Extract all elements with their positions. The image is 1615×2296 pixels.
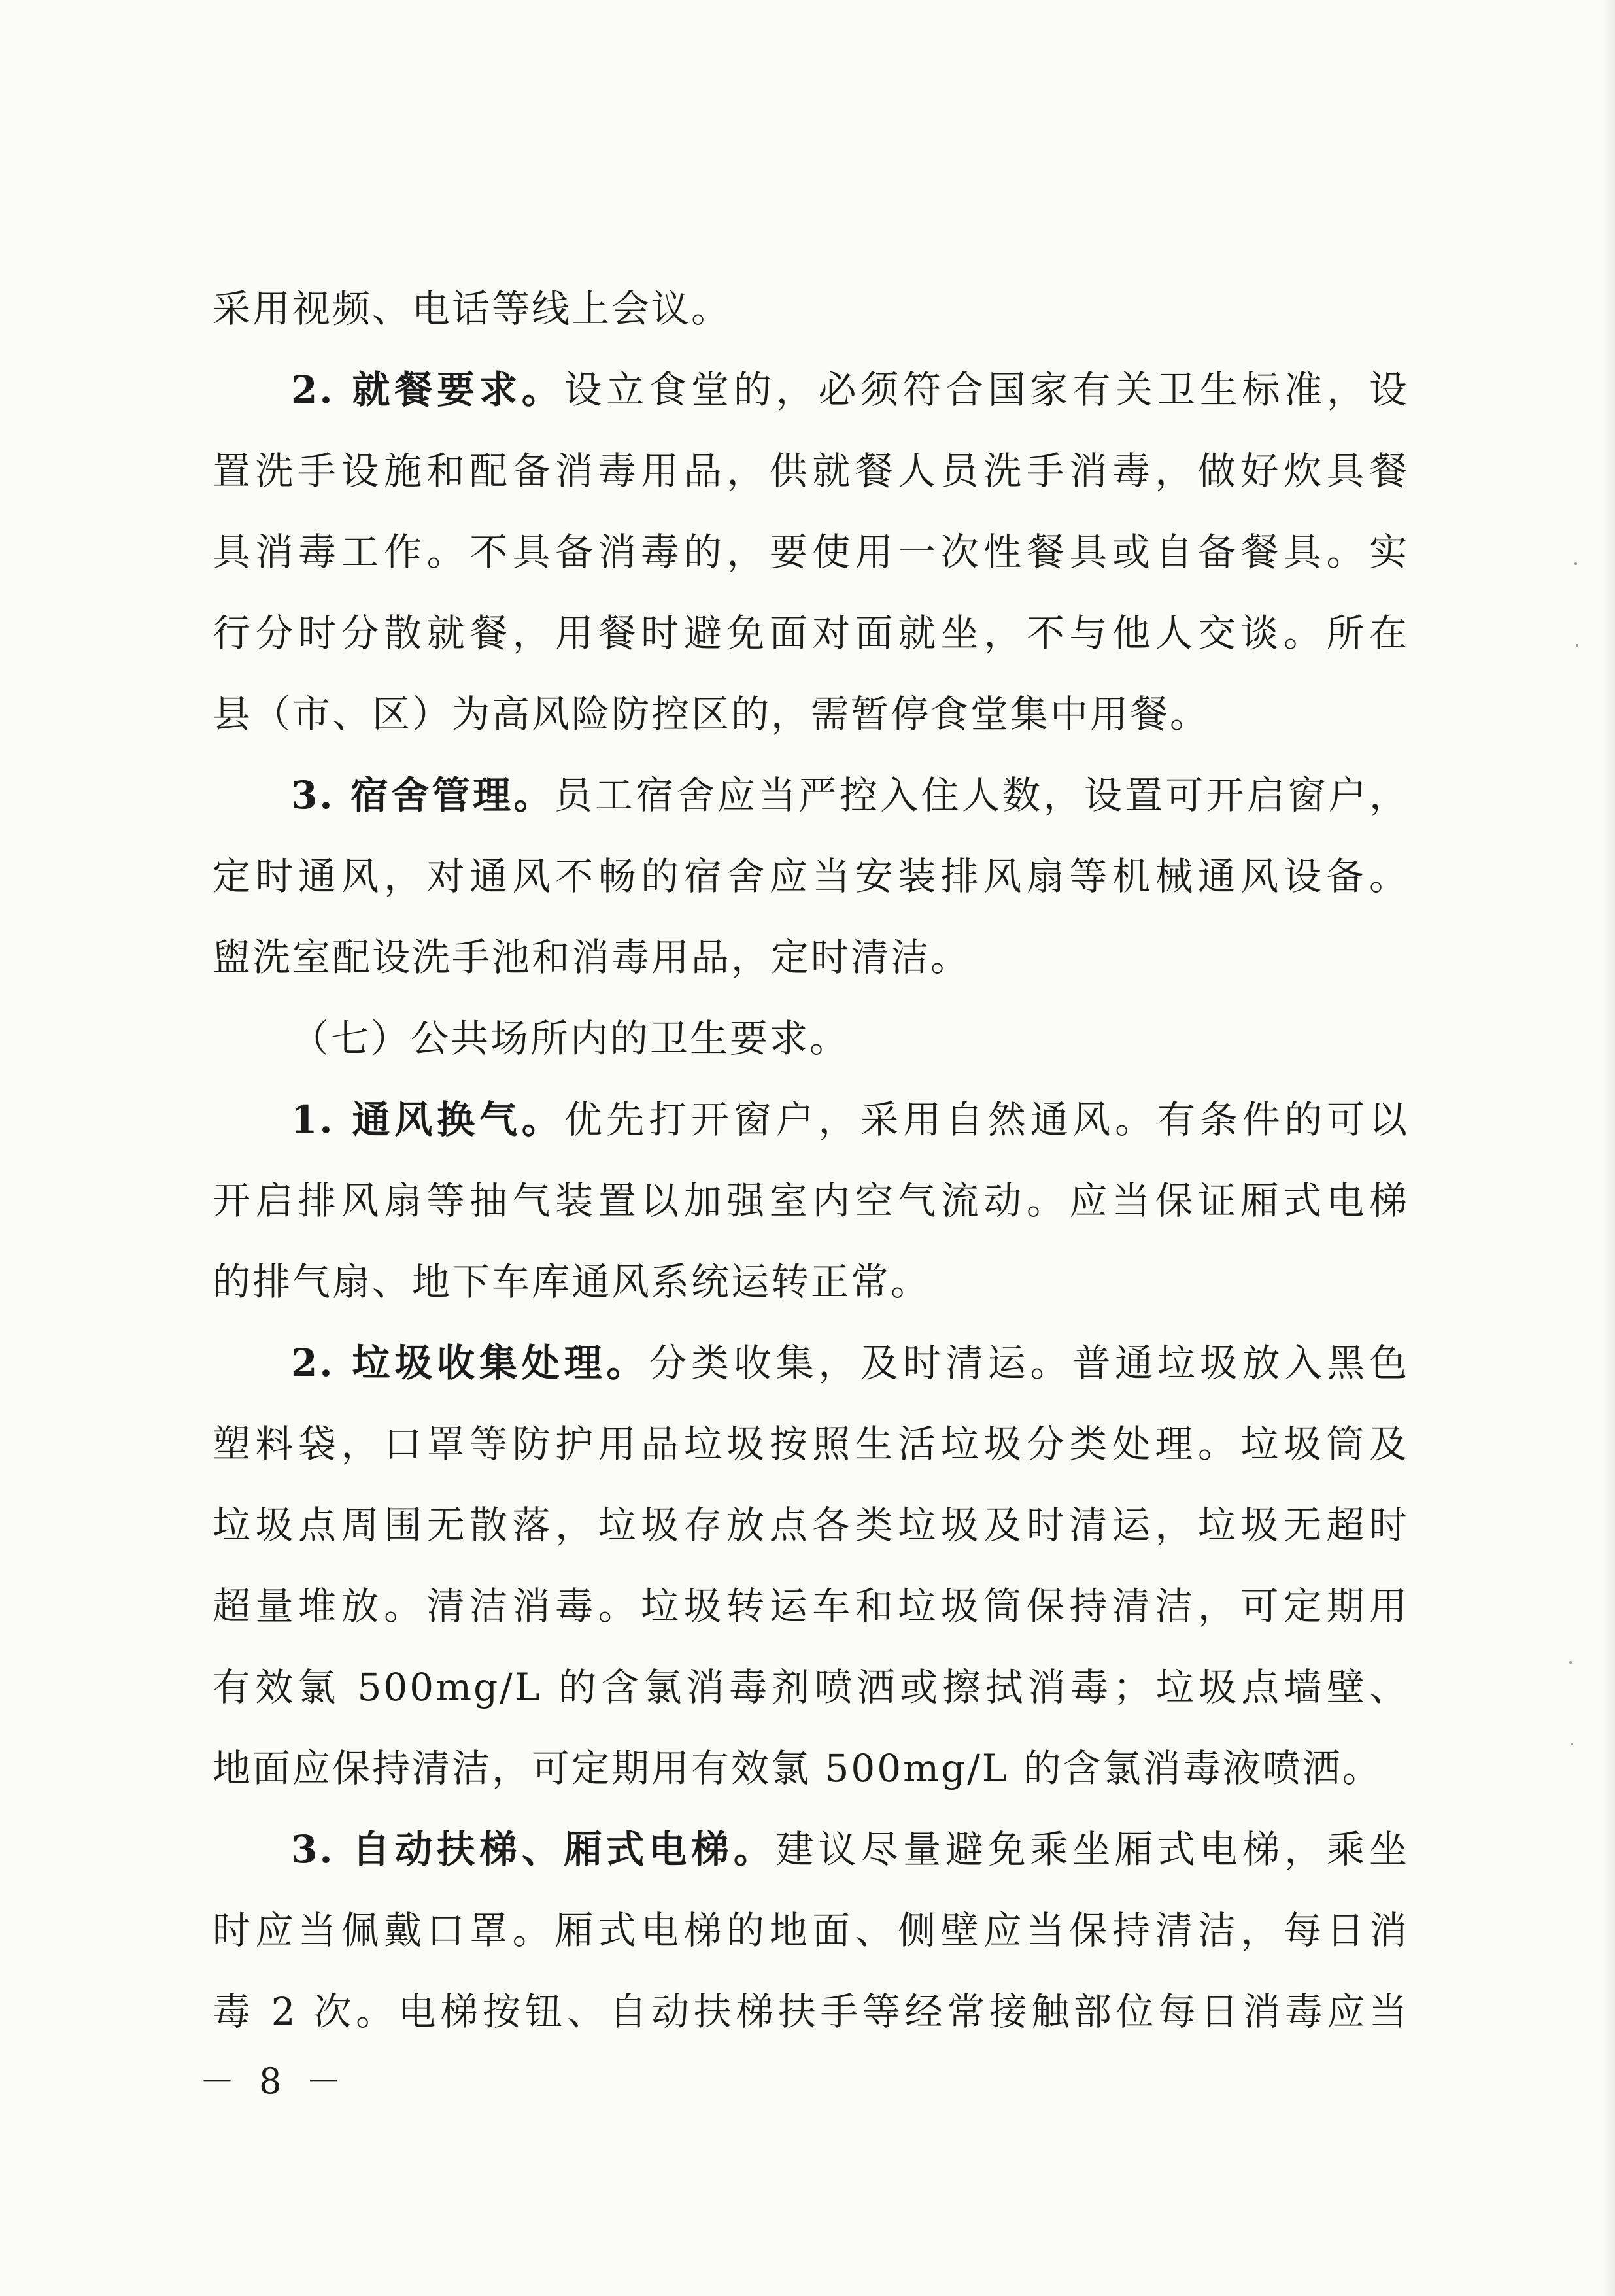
paragraph-text: 建议尽量避免乘坐厢式电梯，乘坐 <box>775 1827 1409 1872</box>
text-line: 行分时分散就餐，用餐时避免面对面就坐，不与他人交谈。所在 <box>212 611 1409 655</box>
text-line: 开启排风扇等抽气装置以加强室内空气流动。应当保证厢式电梯 <box>212 1178 1409 1223</box>
text-line: 县（市、区）为高风险防控区的，需暂停食堂集中用餐。 <box>212 692 1210 736</box>
paragraph-heading: 3. 宿舍管理。 <box>291 773 554 817</box>
paragraph-start-line <box>212 349 1409 430</box>
text-line: 塑料袋，口罩等防护用品垃圾按照生活垃圾分类处理。垃圾筒及 <box>212 1422 1409 1466</box>
page-edge-shadow <box>1603 0 1615 2296</box>
scan-speck <box>1571 1743 1573 1745</box>
paragraph-start-line <box>212 1809 1409 1890</box>
paragraph-heading: 2. 垃圾收集处理。 <box>291 1341 649 1385</box>
paragraph-text: 设立食堂的，必须符合国家有关卫生标准，设 <box>564 368 1409 412</box>
paragraph-text: 分类收集，及时清运。普通垃圾放入黑色 <box>649 1341 1409 1385</box>
scan-speck <box>1576 644 1578 647</box>
text-line: 垃圾点周围无散落，垃圾存放点各类垃圾及时清运，垃圾无超时 <box>212 1503 1409 1547</box>
text-line: 采用视频、电话等线上会议。 <box>212 286 732 331</box>
text-line: 有效氯 500mg/L 的含氯消毒剂喷洒或擦拭消毒；垃圾点墙壁、 <box>212 1665 1409 1709</box>
paragraph-start-line <box>212 1079 1409 1160</box>
document-body <box>212 268 1409 2052</box>
text-line: 超量堆放。清洁消毒。垃圾转运车和垃圾筒保持清洁，可定期用 <box>212 1584 1409 1628</box>
text-line: 的排气扇、地下车库通风系统运转正常。 <box>212 1259 931 1304</box>
paragraph-heading: 3. 自动扶梯、厢式电梯。 <box>291 1827 776 1872</box>
paragraph-text: 员工宿舍应当严控入住人数，设置可开启窗户， <box>554 773 1409 817</box>
text-line: 时应当佩戴口罩。厢式电梯的地面、侧壁应当保持清洁，每日消 <box>212 1908 1409 1953</box>
paragraph-heading: 1. 通风换气。 <box>291 1097 564 1142</box>
text-line: 具消毒工作。不具备消毒的，要使用一次性餐具或自备餐具。实 <box>212 530 1409 574</box>
text-line: 地面应保持清洁，可定期用有效氯 500mg/L 的含氯消毒液喷洒。 <box>212 1746 1382 1791</box>
page-number: － 8 － <box>199 2061 348 2102</box>
paragraph-start-line <box>212 755 1409 836</box>
text-line: 毒 2 次。电梯按钮、自动扶梯扶手等经常接触部位每日消毒应当 <box>212 1989 1409 2034</box>
scan-speck <box>1569 1661 1572 1664</box>
paragraph-start-line <box>212 1322 1409 1403</box>
scan-speck <box>1574 562 1577 565</box>
text-line: 盥洗室配设洗手池和消毒用品，定时清洁。 <box>212 935 971 980</box>
paragraph-text: 优先打开窗户，采用自然通风。有条件的可以 <box>564 1097 1409 1142</box>
text-line: 置洗手设施和配备消毒用品，供就餐人员洗手消毒，做好炊具餐 <box>212 449 1409 493</box>
section-heading: （七）公共场所内的卫生要求。 <box>291 1016 850 1061</box>
text-line: 定时通风，对通风不畅的宿舍应当安装排风扇等机械通风设备。 <box>212 854 1409 899</box>
paragraph-heading: 2. 就餐要求。 <box>291 368 564 412</box>
